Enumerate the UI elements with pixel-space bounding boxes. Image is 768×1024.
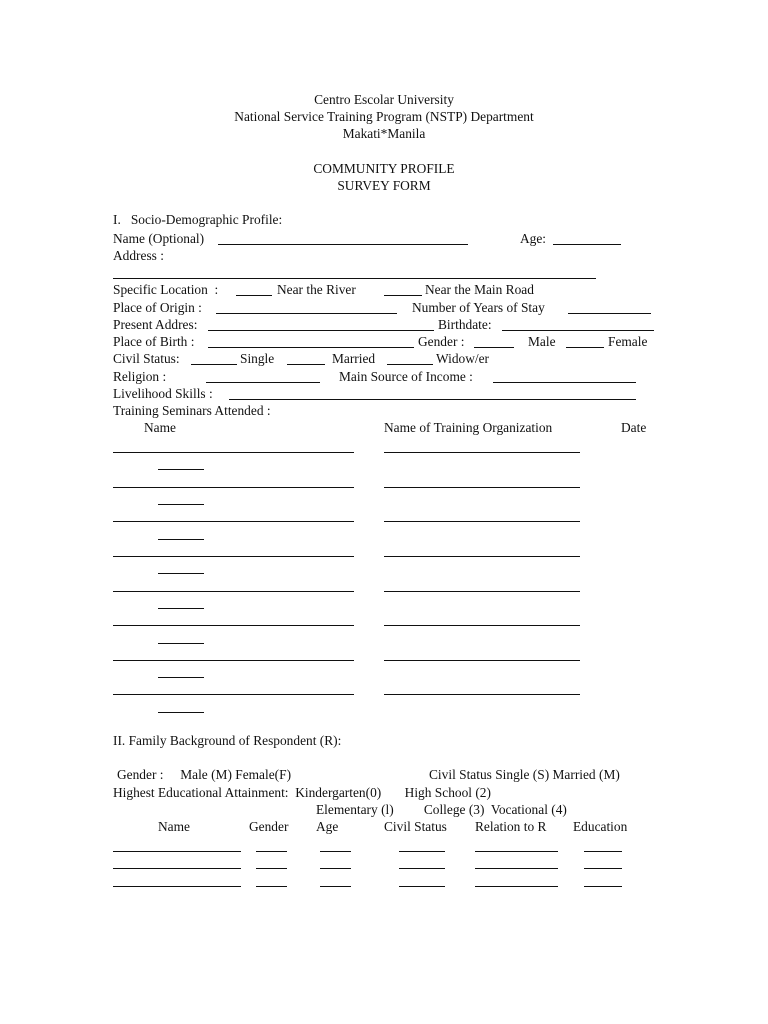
family-col-age: Age <box>316 819 339 834</box>
family-row-2-civil[interactable] <box>399 868 445 869</box>
seminar-row-5-name[interactable] <box>113 591 354 592</box>
family-row-2-gender[interactable] <box>256 868 287 869</box>
gender-legend: Gender : Male (M) Female(F) <box>117 767 292 782</box>
form-title: COMMUNITY PROFILE <box>313 161 455 176</box>
gender-label: Gender : <box>418 334 465 349</box>
present-address-label: Present Addres: <box>113 317 198 332</box>
family-row-1-gender[interactable] <box>256 851 287 852</box>
family-row-2-education[interactable] <box>584 868 622 869</box>
civil-single-label: Single <box>240 351 275 366</box>
gender-male-blank[interactable] <box>474 347 514 348</box>
education-legend-2: Elementary (l) College (3) Vocational (4) <box>316 802 567 817</box>
seminar-row-6-name[interactable] <box>113 625 354 626</box>
family-row-1-name[interactable] <box>113 851 241 852</box>
gender-female-label: Female <box>608 334 648 349</box>
department-name: National Service Training Program (NSTP) Department <box>234 109 534 124</box>
livelihood-label: Livelihood Skills : <box>113 386 213 401</box>
birthdate-label: Birthdate: <box>438 317 492 332</box>
religion-field[interactable] <box>206 382 320 383</box>
age-label: Age: <box>520 231 547 246</box>
place-of-birth-label: Place of Birth : <box>113 334 195 349</box>
years-of-stay-field[interactable] <box>568 313 651 314</box>
address-label: Address : <box>113 248 164 263</box>
seminar-col-org: Name of Training Organization <box>384 420 553 435</box>
gender-female-blank[interactable] <box>566 347 604 348</box>
civil-married-label: Married <box>332 351 376 366</box>
near-river-label: Near the River <box>277 282 356 297</box>
seminar-row-1-org[interactable] <box>384 452 580 453</box>
campus-name: Makati*Manila <box>342 126 426 141</box>
family-col-education: Education <box>573 819 628 834</box>
gender-male-label: Male <box>528 334 556 349</box>
family-row-1-education[interactable] <box>584 851 622 852</box>
civil-widower-label: Widow/er <box>436 351 490 366</box>
specific-location-label: Specific Location : <box>113 282 219 297</box>
seminar-row-5-org[interactable] <box>384 591 580 592</box>
main-income-label: Main Source of Income : <box>339 369 473 384</box>
seminar-row-2-name[interactable] <box>113 487 354 488</box>
family-col-civil-status: Civil Status <box>384 819 447 834</box>
family-row-3-civil[interactable] <box>399 886 445 887</box>
seminar-row-6-org[interactable] <box>384 625 580 626</box>
seminar-row-4-org[interactable] <box>384 556 580 557</box>
name-field[interactable] <box>218 244 468 245</box>
seminar-row-7-date[interactable] <box>158 677 204 678</box>
family-col-relation: Relation to R <box>475 819 547 834</box>
seminar-row-8-name[interactable] <box>113 694 354 695</box>
family-row-3-age[interactable] <box>320 886 351 887</box>
seminar-row-6-date[interactable] <box>158 643 204 644</box>
family-row-1-age[interactable] <box>320 851 351 852</box>
civil-status-label: Civil Status: <box>113 351 180 366</box>
family-row-1-relation[interactable] <box>475 851 558 852</box>
seminar-row-2-org[interactable] <box>384 487 580 488</box>
family-row-1-civil[interactable] <box>399 851 445 852</box>
address-field[interactable] <box>113 278 596 279</box>
family-row-3-name[interactable] <box>113 886 241 887</box>
seminar-row-3-date[interactable] <box>158 539 204 540</box>
birthdate-field[interactable] <box>502 330 654 331</box>
civil-married-blank[interactable] <box>287 364 325 365</box>
near-river-blank[interactable] <box>236 295 272 296</box>
seminar-row-3-name[interactable] <box>113 521 354 522</box>
livelihood-field[interactable] <box>229 399 636 400</box>
civil-widower-blank[interactable] <box>387 364 433 365</box>
section-2-title: II. Family Background of Respondent (R): <box>113 733 342 748</box>
family-row-2-relation[interactable] <box>475 868 558 869</box>
main-income-field[interactable] <box>493 382 636 383</box>
seminars-label: Training Seminars Attended : <box>113 403 271 418</box>
seminar-row-8-date[interactable] <box>158 712 204 713</box>
family-col-name: Name <box>158 819 190 834</box>
religion-label: Religion : <box>113 369 167 384</box>
seminar-row-2-date[interactable] <box>158 504 204 505</box>
seminar-row-7-name[interactable] <box>113 660 354 661</box>
years-of-stay-label: Number of Years of Stay <box>412 300 545 315</box>
near-road-blank[interactable] <box>384 295 422 296</box>
form-subtitle: SURVEY FORM <box>337 178 431 193</box>
seminar-row-5-date[interactable] <box>158 608 204 609</box>
name-label: Name (Optional) <box>113 231 205 246</box>
seminar-row-4-name[interactable] <box>113 556 354 557</box>
civil-single-blank[interactable] <box>191 364 237 365</box>
education-legend: Highest Educational Attainment: Kindergarten(0) High School (2) <box>113 785 491 800</box>
family-row-3-education[interactable] <box>584 886 622 887</box>
seminar-row-1-date[interactable] <box>158 469 204 470</box>
family-row-3-gender[interactable] <box>256 886 287 887</box>
place-of-birth-field[interactable] <box>208 347 414 348</box>
seminar-row-3-org[interactable] <box>384 521 580 522</box>
near-main-road-label: Near the Main Road <box>425 282 534 297</box>
family-col-gender: Gender <box>249 819 289 834</box>
seminar-col-date: Date <box>621 420 647 435</box>
family-row-3-relation[interactable] <box>475 886 558 887</box>
seminar-row-8-org[interactable] <box>384 694 580 695</box>
age-field[interactable] <box>553 244 621 245</box>
place-of-origin-label: Place of Origin : <box>113 300 202 315</box>
seminar-row-7-org[interactable] <box>384 660 580 661</box>
university-name: Centro Escolar University <box>314 92 454 107</box>
civil-status-legend: Civil Status Single (S) Married (M) <box>429 767 620 782</box>
seminar-row-4-date[interactable] <box>158 573 204 574</box>
seminar-row-1-name[interactable] <box>113 452 354 453</box>
present-address-field[interactable] <box>208 330 434 331</box>
family-row-2-age[interactable] <box>320 868 351 869</box>
seminar-col-name: Name <box>144 420 176 435</box>
family-row-2-name[interactable] <box>113 868 241 869</box>
section-1-title: I. Socio-Demographic Profile: <box>113 212 283 227</box>
place-of-origin-field[interactable] <box>216 313 397 314</box>
